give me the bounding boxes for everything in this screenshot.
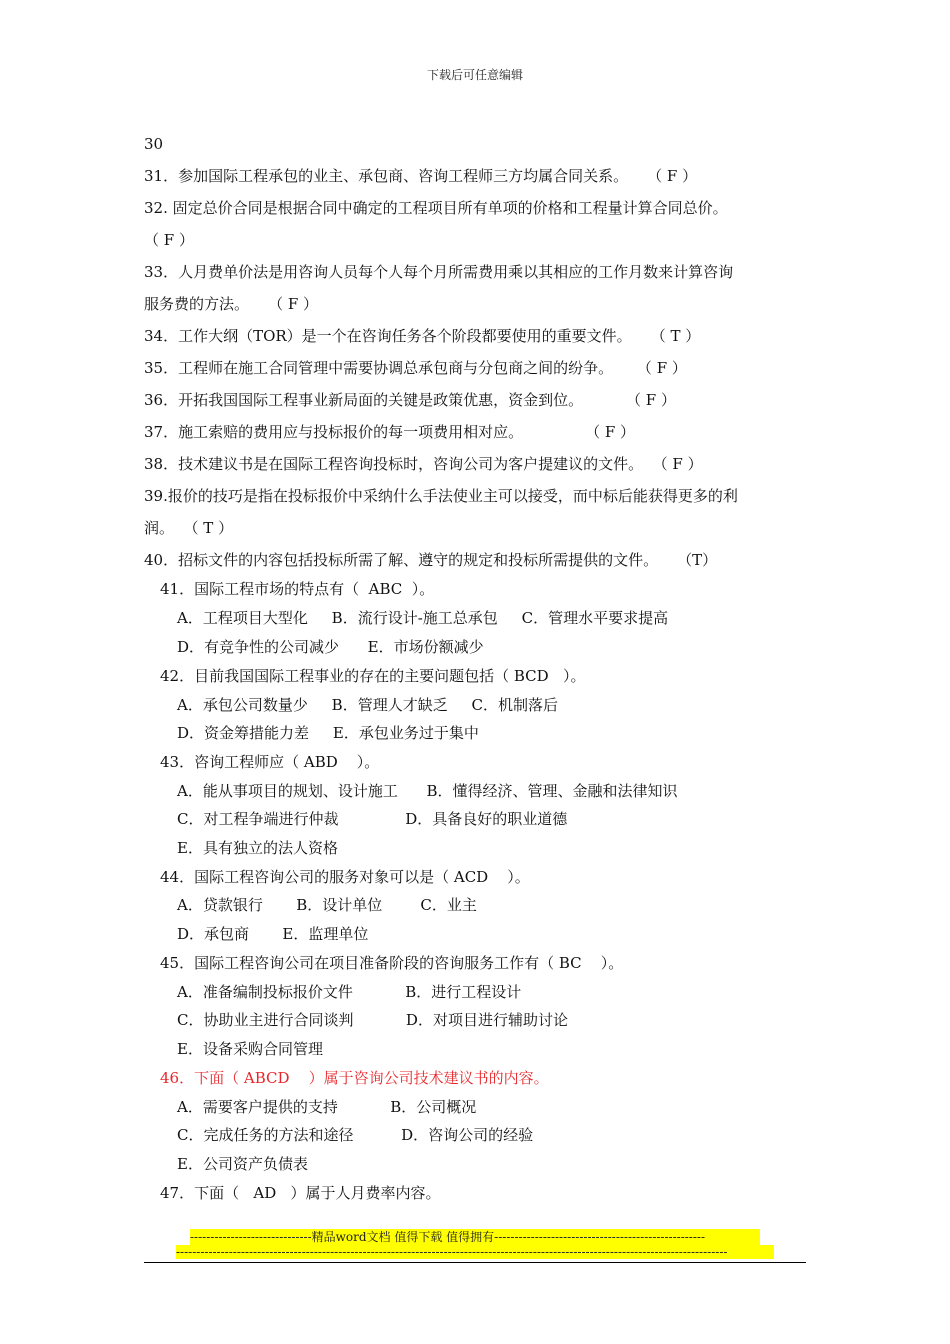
question-43: 43．咨询工程师应（ ABD ）。 — [160, 753, 380, 771]
text-line: 30 — [144, 135, 164, 153]
question-42: 42．目前我国国际工程事业的存在的主要问题包括（ BCD ）。 — [160, 667, 586, 685]
question-41: 41．国际工程市场的特点有（ ABC ）。 — [160, 580, 435, 598]
option-line: A．承包公司数量少 B．管理人才缺乏 C．机制落后 — [177, 696, 559, 714]
option-line: E．设备采购合同管理 — [177, 1040, 323, 1058]
footer-banner: ------------------------------精品word文档 值得下载 值得拥有---------------------------------------------------- — [190, 1229, 760, 1245]
footer-banner-dashes: ---------------------------------------------------------------------------------------------------------------------------------------- — [176, 1245, 774, 1259]
option-line: A．贷款银行 B．设计单位 C．业主 — [177, 896, 477, 914]
question-38: 38．技术建议书是在国际工程咨询投标时，咨询公司为客户提建议的文件。 （ F ） — [144, 455, 703, 473]
option-line: D．有竞争性的公司减少 E．市场份额减少 — [177, 638, 484, 656]
question-36: 36．开拓我国国际工程事业新局面的关键是政策优惠，资金到位。 （ F ） — [144, 391, 676, 409]
question-46: 46．下面（ ABCD ）属于咨询公司技术建议书的内容。 — [160, 1069, 549, 1087]
option-line: A．需要客户提供的支持 B．公司概况 — [177, 1098, 477, 1116]
option-line: C．完成任务的方法和途径 D．咨询公司的经验 — [177, 1126, 534, 1144]
question-39: 39.报价的技巧是指在投标报价中采纳什么手法使业主可以接受，而中标后能获得更多的利 — [144, 487, 738, 505]
option-line: C．协助业主进行合同谈判 D．对项目进行辅助讨论 — [177, 1011, 568, 1029]
option-line: A．准备编制投标报价文件 B．进行工程设计 — [177, 983, 522, 1001]
question-44: 44．国际工程咨询公司的服务对象可以是（ ACD ）。 — [160, 868, 530, 886]
question-45: 45．国际工程咨询公司在项目准备阶段的咨询服务工作有（ BC ）。 — [160, 954, 624, 972]
option-line: E．具有独立的法人资格 — [177, 839, 338, 857]
question-31: 31．参加国际工程承包的业主、承包商、咨询工程师三方均属合同关系。 （ F ） — [144, 167, 698, 185]
question-37: 37．施工索赔的费用应与投标报价的每一项费用相对应。 （ F ） — [144, 423, 636, 441]
question-47: 47．下面（ AD ）属于人月费率内容。 — [160, 1184, 441, 1202]
question-32: 32. 固定总价合同是根据合同中确定的工程项目所有单项的价格和工程量计算合同总价。 — [144, 199, 728, 217]
option-line: D．资金筹措能力差 E．承包业务过于集中 — [177, 724, 479, 742]
question-34: 34．工作大纲（TOR）是一个在咨询任务各个阶段都要使用的重要文件。 （ T ） — [144, 327, 701, 345]
question-35: 35．工程师在施工合同管理中需要协调总承包商与分包商之间的纷争。 （ F ） — [144, 359, 687, 377]
footer-rule — [144, 1262, 806, 1263]
question-40: 40．招标文件的内容包括投标所需了解、遵守的规定和投标所需提供的文件。 （T） — [144, 551, 718, 569]
question-32-answer: （ F ） — [144, 231, 194, 249]
question-33: 33．人月费单价法是用咨询人员每个人每个月所需费用乘以其相应的工作月数来计算咨询 — [144, 263, 734, 281]
option-line: A．能从事项目的规划、设计施工 B．懂得经济、管理、金融和法律知识 — [177, 782, 678, 800]
option-line: E．公司资产负债表 — [177, 1155, 308, 1173]
option-line: D．承包商 E．监理单位 — [177, 925, 369, 943]
page-header: 下载后可任意编辑 — [426, 68, 523, 82]
option-line: A．工程项目大型化 B．流行设计-施工总承包 C．管理水平要求提高 — [177, 609, 669, 627]
option-line: C．对工程争端进行仲裁 D．具备良好的职业道德 — [177, 810, 568, 828]
question-33-cont: 服务费的方法。 （ F ） — [144, 295, 319, 313]
question-39-cont: 润。 （ T ） — [144, 519, 234, 537]
